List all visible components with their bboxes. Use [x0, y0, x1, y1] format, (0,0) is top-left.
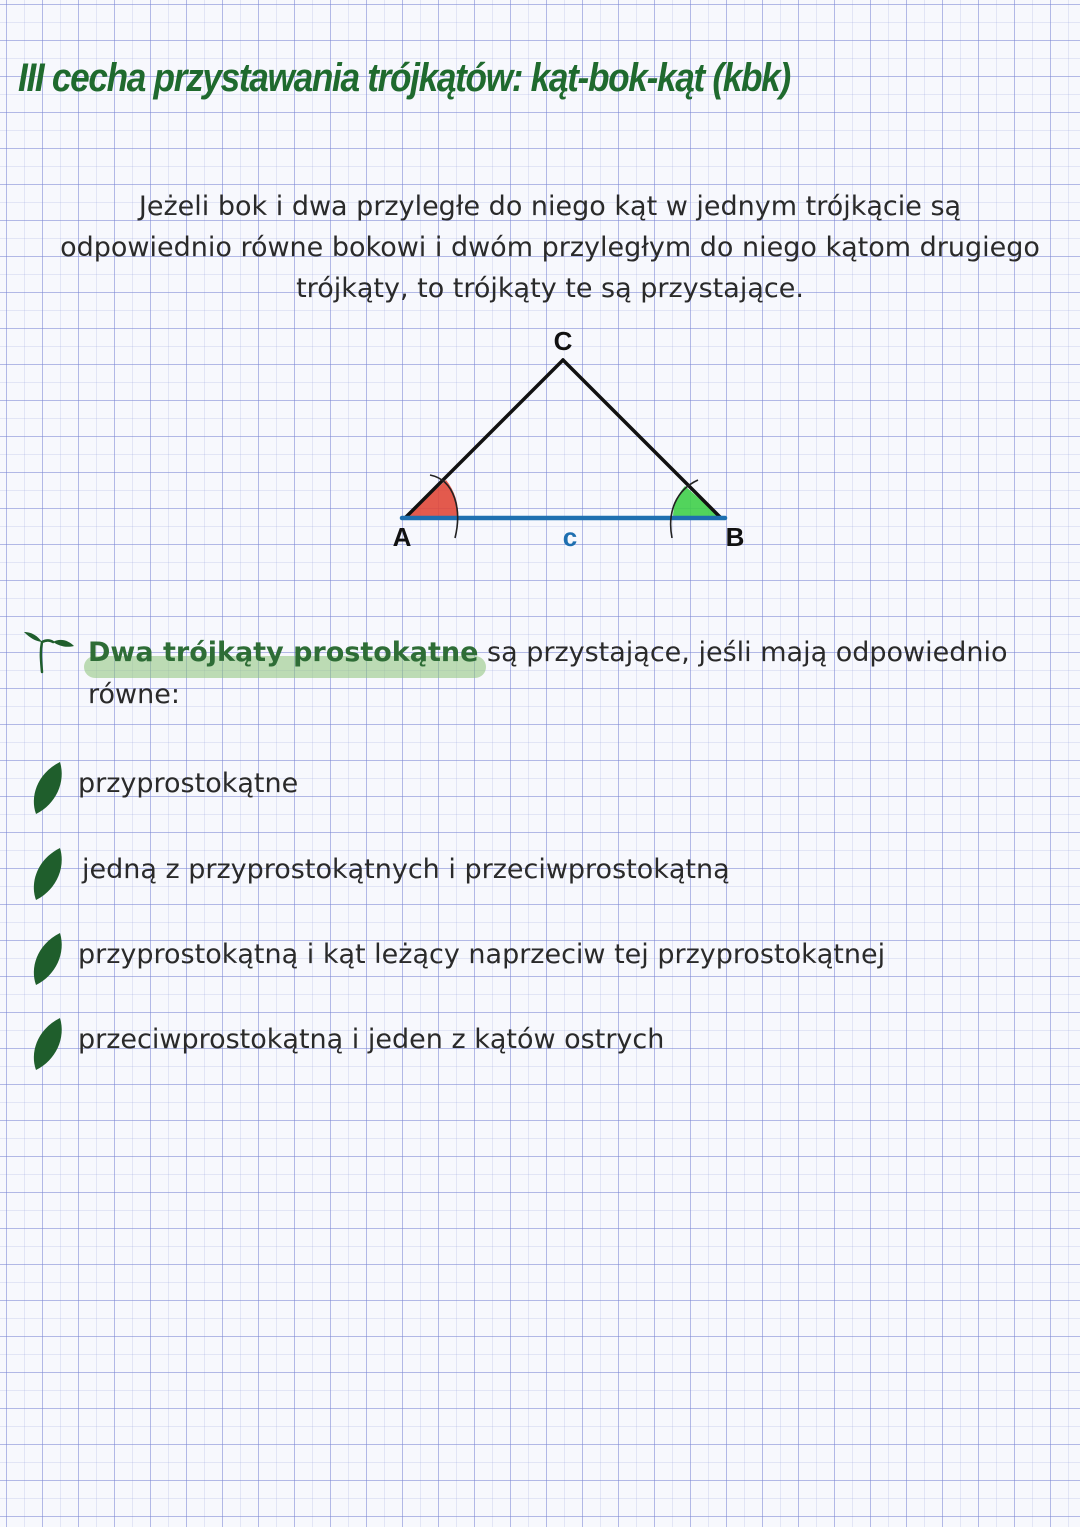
intro-rest: są przystające, jeśli mają odpowiednio równe: [88, 637, 1008, 710]
highlighted-term: Dwa trójkąty prostokątne [88, 637, 479, 668]
right-triangles-intro [88, 632, 1058, 716]
side-bc [563, 360, 721, 518]
condition-text: przyprostokątne [78, 768, 299, 799]
leaf-icon [30, 931, 66, 987]
theorem-text: Jeżeli bok i dwa przyległe do niego kąt w jednym trójkącie są odpowiednio równe bokowi i dwóm przyległym do niego kątom drugiego trójkąty, to trójkąty te są przystające. [60, 191, 1040, 304]
leaf-icon [30, 846, 66, 902]
list-item [30, 846, 1030, 906]
leaf-icon [30, 1016, 66, 1072]
sprout-icon [22, 626, 82, 676]
side-ac [405, 360, 563, 518]
leaf-icon [30, 760, 66, 816]
vertex-a-label: A [392, 522, 412, 552]
list-item [30, 760, 1030, 820]
vertex-b-label: B [725, 522, 745, 552]
vertex-c-label: C [553, 326, 573, 356]
condition-text: przeciwprostokątną i jeden z kątów ostrych [78, 1024, 665, 1055]
list-item [30, 931, 1030, 991]
triangle-diagram [380, 320, 780, 560]
side-c-label: c [562, 522, 578, 552]
condition-text: jedną z przyprostokątnych i przeciwprostokątną [82, 854, 730, 885]
condition-text: przyprostokątną i kąt leżący naprzeciw tej przyprostokątnej [78, 939, 886, 970]
list-item [30, 1016, 1030, 1076]
page-title: III cecha przystawania trójkątów: kąt-bok-kąt (kbk) [18, 56, 790, 100]
